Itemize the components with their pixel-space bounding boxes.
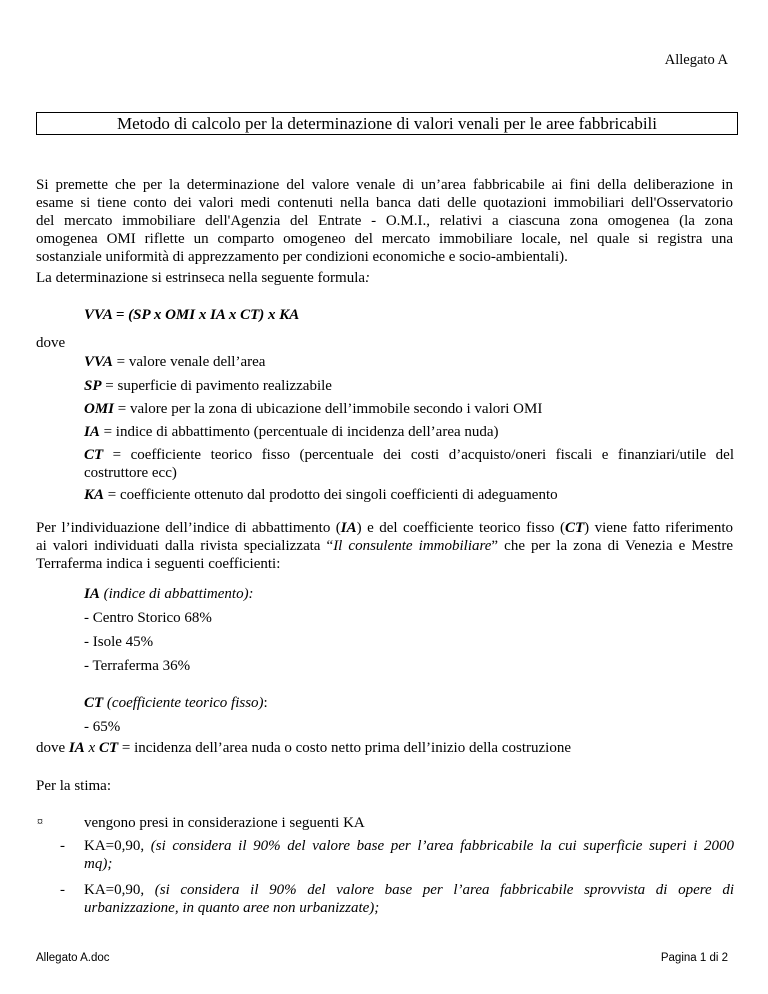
definition-symbol: KA xyxy=(84,487,105,503)
ct-heading-colon: : xyxy=(263,695,268,711)
definition-symbol: VVA xyxy=(84,354,113,370)
definition-text: = superficie di pavimento realizzabile xyxy=(101,378,332,394)
definition-ka xyxy=(84,486,558,504)
ka-value: KA=0,90, xyxy=(84,838,145,854)
text-run: Per l’individuazione dell’indice di abbattimento ( xyxy=(36,520,341,536)
intro-line: del mercato immobiliare dell'Agenzia del Entrate - O.M.I., relativi a ciascuna zona omogenea (la zona xyxy=(36,213,733,229)
symbol-ct: CT xyxy=(564,520,585,536)
multiply-sign: x xyxy=(84,740,99,756)
ia-heading-text: (indice di abbattimento): xyxy=(99,586,254,602)
ka-description-continued: urbanizzazione, in quanto aree non urbanizzate); xyxy=(84,900,380,916)
definition-sp xyxy=(84,377,332,395)
definition-symbol: OMI xyxy=(84,401,115,417)
text-run: Terraferma indica i seguenti coefficienti: xyxy=(36,556,281,572)
ct-heading xyxy=(84,694,268,712)
attachment-label: Allegato A xyxy=(664,52,728,68)
formula: VVA = (SP x OMI x IA x CT) x KA xyxy=(84,307,300,323)
ka-value: KA=0,90, xyxy=(84,882,145,898)
footer-filename: Allegato A.doc xyxy=(36,952,110,964)
text-run: dove xyxy=(36,740,69,756)
determination-colon: : xyxy=(365,270,371,286)
text-run: ) e del coefficiente teorico fisso ( xyxy=(356,520,565,536)
determination-text xyxy=(36,269,370,287)
ia-item: - Isole 45% xyxy=(84,634,154,650)
text-run: = incidenza dell’area nuda o costo netto prima dell’inizio della costruzione xyxy=(118,740,571,756)
intro-line: sostanziale uniformità di apprezzamento per condizioni economiche e socio-ambientali). xyxy=(36,249,568,265)
ka-description: (si considera il 90% del valore base per l’area fabbricabile la cui superficie superi i 2000 xyxy=(144,838,734,854)
definition-text: = valore per la zona di ubicazione dell’immobile secondo i valori OMI xyxy=(114,401,543,417)
definition-text: = coefficiente teorico fisso (percentuale dei costi d’acquisto/oneri fiscali e finanziari/utile del xyxy=(103,447,734,463)
estimate-label: Per la stima: xyxy=(36,778,111,794)
symbol-ia: IA xyxy=(340,520,357,536)
dash-marker: - xyxy=(60,882,65,898)
ka-description-continued: mq); xyxy=(84,856,113,872)
ia-heading xyxy=(84,585,254,603)
definition-vva xyxy=(84,353,265,371)
document-title: Metodo di calcolo per la determinazione di valori venali per le aree fabbricabili xyxy=(36,112,738,135)
definition-omi xyxy=(84,400,542,418)
ia-item: - Terraferma 36% xyxy=(84,658,191,674)
text-run: ) viene fatto riferimento xyxy=(584,520,734,536)
footer-page-number: Pagina 1 di 2 xyxy=(660,952,728,964)
definition-symbol: CT xyxy=(84,447,104,463)
text-run: ” che per la zona di Venezia e Mestre xyxy=(491,538,733,554)
definition-text: = valore venale dell’area xyxy=(112,354,266,370)
ia-ct-line xyxy=(36,739,571,757)
intro-line: Si premette che per la determinazione del valore venale di un’area fabbricabile ai fini della deliberazione in xyxy=(36,177,733,193)
where-label: dove xyxy=(36,335,66,351)
ct-item: - 65% xyxy=(84,719,121,735)
bullet-icon: ¤ xyxy=(37,814,43,828)
intro-paragraph xyxy=(36,176,733,266)
ka-item xyxy=(84,837,734,873)
symbol-ia: IA xyxy=(84,586,100,602)
definition-text-continued: costruttore ecc) xyxy=(84,465,177,481)
bullet-text: vengono presi in considerazione i seguenti KA xyxy=(84,815,365,831)
definition-ct xyxy=(84,446,734,482)
determination-sentence: La determinazione si estrinseca nella seguente formula xyxy=(36,270,366,286)
ka-item xyxy=(84,881,734,917)
definition-symbol: IA xyxy=(84,424,100,440)
definition-text: = indice di abbattimento (percentuale di incidenza dell’area nuda) xyxy=(99,424,499,440)
ka-description: (si considera il 90% del valore base per l’area fabbricabile sprovvista di opere di xyxy=(144,882,734,898)
symbol-ia: IA xyxy=(68,740,85,756)
magazine-title: Il consulente immobiliare xyxy=(333,538,492,554)
dash-marker: - xyxy=(60,838,65,854)
text-run: ai valori individuati dalla rivista specializzata “ xyxy=(36,538,334,554)
definition-ia xyxy=(84,423,499,441)
intro-line: omogenea OMI riflette un comparto omogeneo del mercato immobiliare locale, nel quale si registra una xyxy=(36,231,733,247)
ct-heading-text: (coefficiente teorico fisso) xyxy=(103,695,264,711)
symbol-ct: CT xyxy=(98,740,119,756)
definition-symbol: SP xyxy=(84,378,102,394)
reference-paragraph xyxy=(36,519,733,573)
symbol-ct: CT xyxy=(84,695,104,711)
definition-text: = coefficiente ottenuto dal prodotto dei singoli coefficienti di adeguamento xyxy=(104,487,558,503)
intro-line: esame si tiene conto dei valori medi contenuti nella banca dati delle quotazioni immobiliari dell'Osservatorio xyxy=(36,195,733,211)
ia-item: - Centro Storico 68% xyxy=(84,610,212,626)
